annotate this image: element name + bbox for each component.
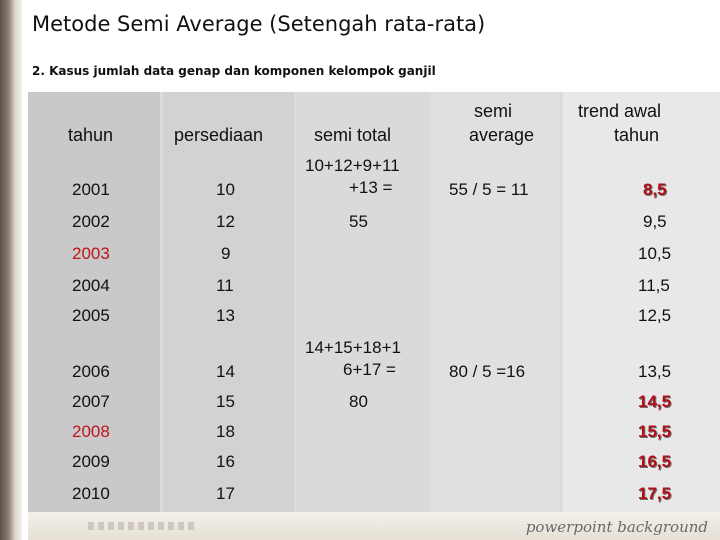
- cell-trend: 12,5: [638, 306, 672, 325]
- cell-persediaan: 10: [216, 180, 235, 199]
- header-cell-semi-total: [297, 92, 428, 152]
- table-row: [28, 332, 720, 388]
- cell-persediaan: 15: [216, 392, 235, 411]
- header-cell-persediaan: [163, 92, 294, 152]
- cell-semi-average: 55 / 5 = 11: [449, 180, 529, 199]
- header-persediaan: persediaan: [174, 125, 264, 145]
- cell-semi-average: 80 / 5 =16: [449, 362, 526, 381]
- header-semi-average-line2: average: [469, 125, 535, 145]
- table-row: [28, 418, 720, 448]
- cell-semi-total-line2: +13 =: [349, 178, 393, 197]
- cell-semi-total-line1: 14+15+18+1: [305, 338, 401, 357]
- header-tahun: tahun: [68, 125, 114, 145]
- table-row: [28, 388, 720, 418]
- cell-trend: 8,5: [643, 180, 667, 199]
- left-decorative-gradient: [14, 0, 22, 540]
- cell-persediaan: 11: [216, 276, 234, 295]
- footer-watermark-text: powerpoint background: [525, 518, 708, 536]
- cell-tahun: 2001: [72, 180, 110, 199]
- table-row: [28, 210, 720, 240]
- cell-trend: 9,5: [643, 212, 667, 231]
- header-trend-line2: tahun: [614, 125, 660, 145]
- cell-persediaan: 17: [216, 484, 235, 503]
- header-cell-trend: [563, 92, 720, 152]
- cell-semi-total: 80: [349, 392, 368, 411]
- slide-title: Metode Semi Average (Setengah rata-rata): [32, 12, 486, 36]
- footer-decoration: [88, 522, 198, 530]
- cell-tahun: 2002: [72, 212, 110, 231]
- cell-trend: 15,5: [638, 422, 672, 441]
- table-row: [28, 152, 720, 210]
- table-row: [28, 302, 720, 332]
- table-row: [28, 480, 720, 512]
- header-trend-line1: trend awal: [578, 101, 662, 121]
- cell-persediaan: 13: [216, 306, 235, 325]
- cell-tahun: 2004: [72, 276, 110, 295]
- cell-persediaan: 9: [221, 244, 231, 263]
- cell-tahun: 2007: [72, 392, 110, 411]
- cell-semi-total: 55: [349, 212, 368, 231]
- cell-trend: 16,5: [638, 452, 672, 471]
- cell-tahun: 2008: [72, 422, 110, 441]
- cell-tahun: 2005: [72, 306, 110, 325]
- cell-tahun: 2006: [72, 362, 110, 381]
- cell-persediaan: 12: [216, 212, 235, 231]
- cell-trend: 11,5: [638, 276, 670, 295]
- cell-trend: 14,5: [638, 392, 672, 411]
- cell-semi-total-line2: 6+17 =: [343, 360, 396, 379]
- slide-subtitle: 2. Kasus jumlah data genap dan komponen kelompok ganjil: [32, 64, 436, 78]
- footer-background-strip: [28, 512, 720, 540]
- cell-tahun: 2009: [72, 452, 110, 471]
- semi-average-table: [28, 92, 720, 512]
- left-decorative-strip: [0, 0, 14, 540]
- header-semi-average-line1: semi: [474, 101, 513, 121]
- cell-semi-total-line1: 10+12+9+11: [305, 156, 400, 175]
- header-semi-total: semi total: [314, 125, 392, 145]
- table-row: [28, 448, 720, 480]
- cell-tahun: 2010: [72, 484, 110, 503]
- header-cell-semi-average: [431, 92, 560, 152]
- cell-persediaan: 14: [216, 362, 235, 381]
- cell-persediaan: 16: [216, 452, 235, 471]
- cell-tahun: 2003: [72, 244, 110, 263]
- table-header-row: [28, 92, 720, 152]
- header-cell-tahun: [28, 92, 160, 152]
- table-row: [28, 240, 720, 272]
- cell-trend: 10,5: [638, 244, 672, 263]
- cell-trend: 17,5: [638, 484, 672, 503]
- cell-persediaan: 18: [216, 422, 235, 441]
- cell-trend: 13,5: [638, 362, 672, 381]
- table-row: [28, 272, 720, 302]
